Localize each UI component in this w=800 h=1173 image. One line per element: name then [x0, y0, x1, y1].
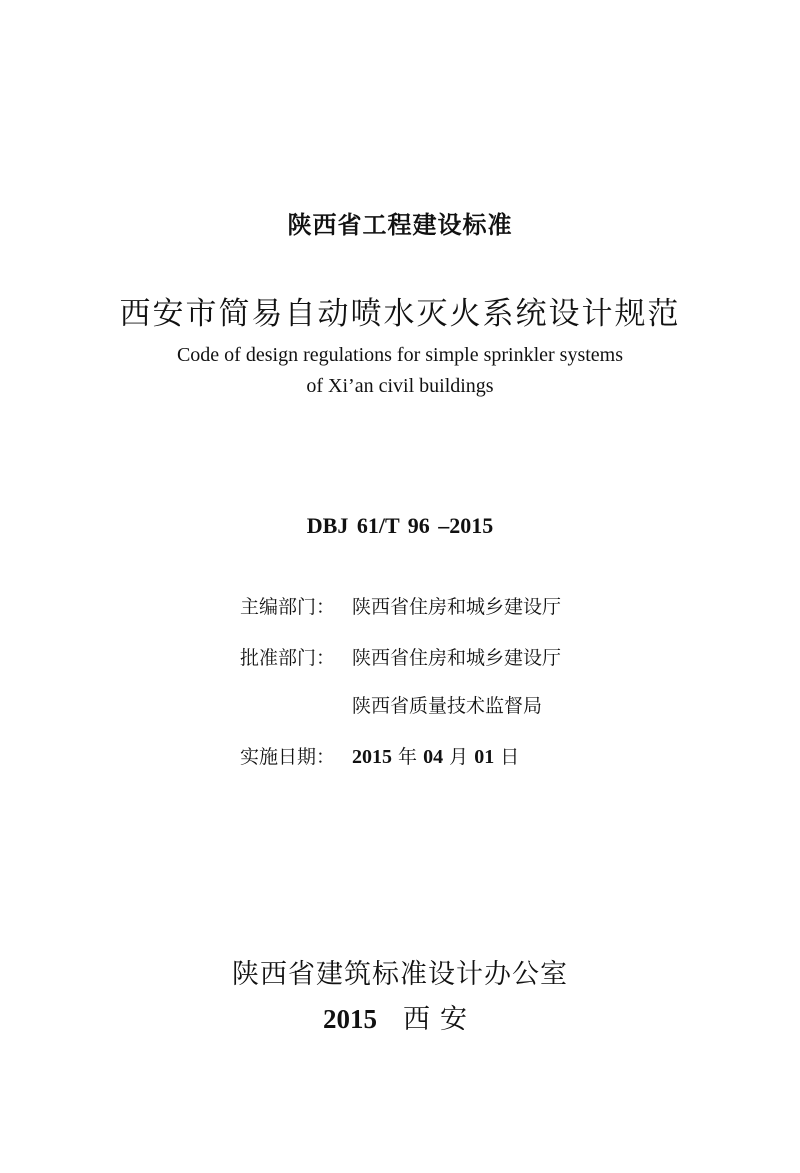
publisher-name: 陕西省建筑标准设计办公室	[232, 959, 568, 990]
date-day: 01	[474, 746, 495, 768]
date-value	[352, 742, 519, 769]
date-month-unit: 月	[443, 746, 475, 768]
approver-label: 批准部门：	[240, 647, 336, 669]
document-title-english	[0, 340, 800, 402]
date-month: 04	[423, 746, 444, 768]
approver-department-row-2	[240, 691, 542, 718]
approver-value-2: 陕西省质量技术监督局	[352, 695, 543, 717]
publication-line	[0, 997, 800, 1036]
editor-label: 主编部门：	[240, 596, 336, 618]
standard-number: DBJ 61/T 96 –2015	[306, 513, 494, 538]
title-english-line-1: Code of design regulations for simple sprinkler systems	[176, 344, 624, 366]
standard-series-heading: 陕西省工程建设标准	[287, 211, 513, 239]
date-label: 实施日期：	[240, 746, 336, 768]
date-year: 2015	[352, 746, 392, 768]
document-title-chinese: 西安市简易自动喷水灭火系统设计规范	[119, 296, 681, 332]
title-english-line-2: of Xi’an civil buildings	[306, 375, 494, 397]
publication-year: 2015	[323, 1004, 377, 1034]
publication-city: 西安	[403, 1004, 477, 1035]
approver-department-row	[240, 643, 561, 670]
date-day-unit: 日	[494, 746, 520, 768]
approver-value-1: 陕西省住房和城乡建设厅	[352, 647, 562, 669]
editor-department-row	[240, 592, 561, 619]
date-year-unit: 年	[392, 746, 424, 768]
editor-value: 陕西省住房和城乡建设厅	[352, 596, 562, 618]
effective-date-row	[240, 742, 519, 769]
